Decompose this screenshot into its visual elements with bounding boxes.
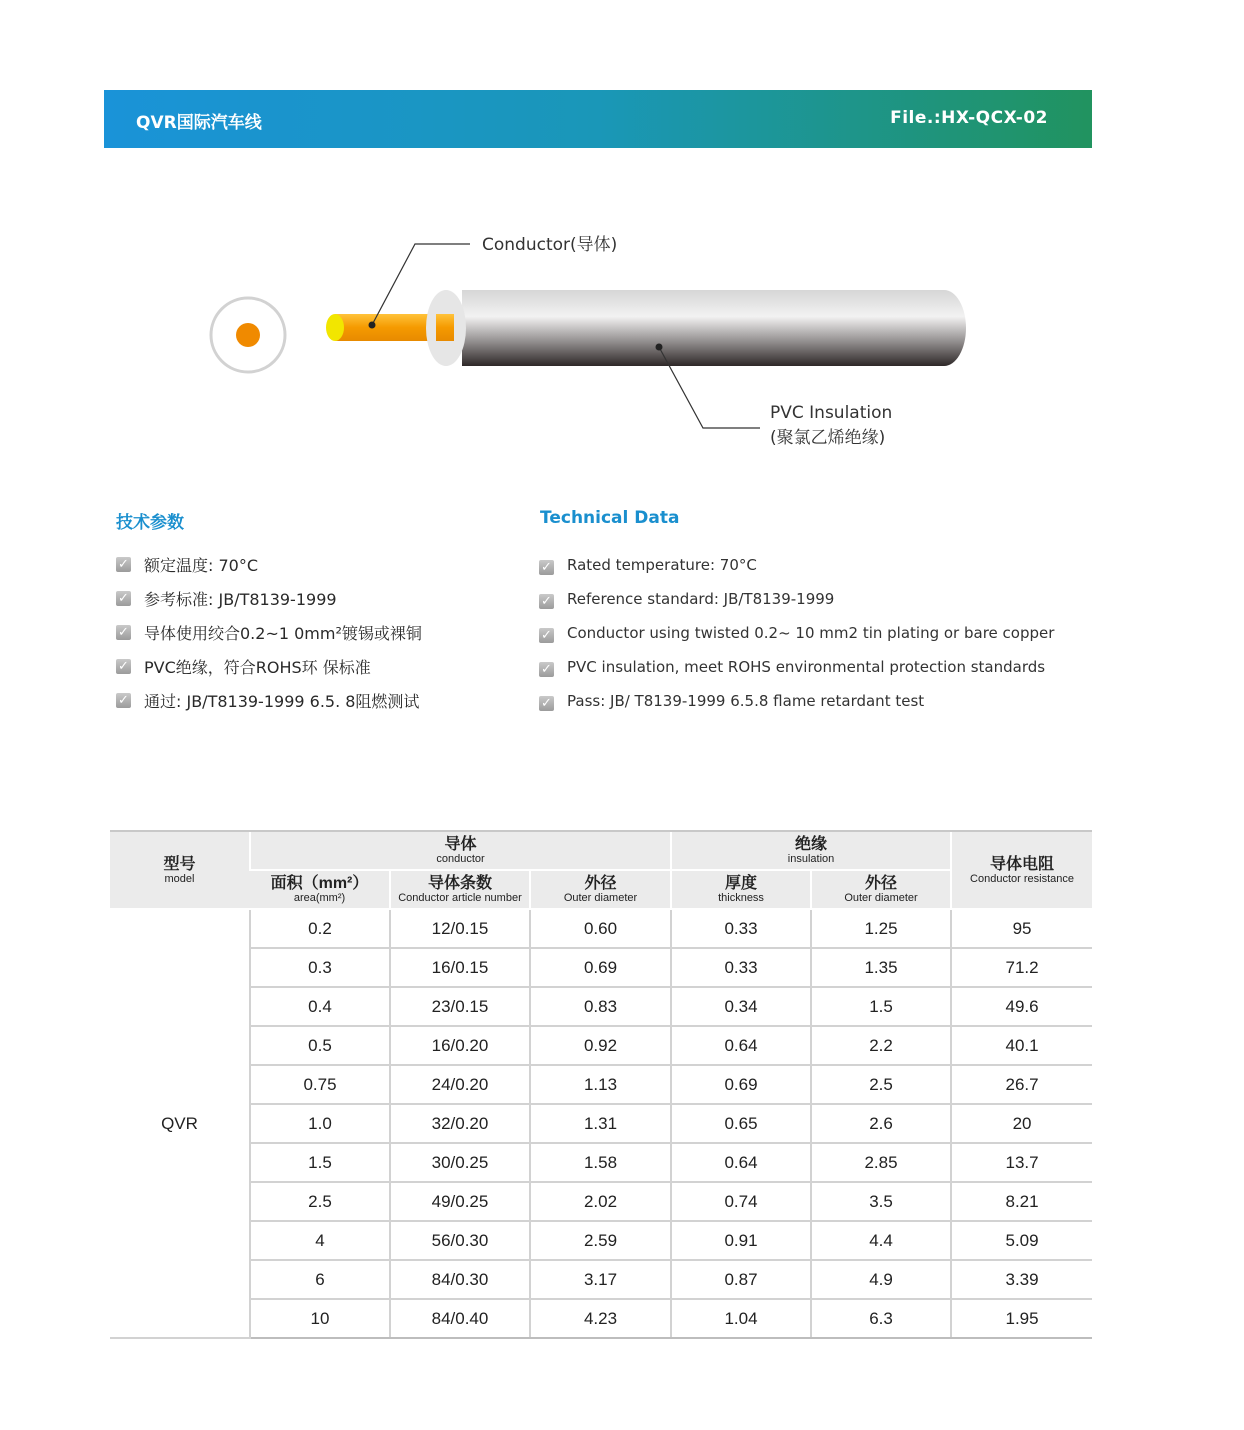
table-cell: 4.4 bbox=[811, 1221, 951, 1260]
table-cell: 8.21 bbox=[951, 1182, 1092, 1221]
header-insulation-od bbox=[811, 870, 951, 909]
check-icon: ✓ bbox=[539, 594, 554, 609]
check-icon: ✓ bbox=[539, 696, 554, 711]
spec-text: Pass: JB/ T8139-1999 6.5.8 flame retardant test bbox=[567, 692, 925, 710]
header-cond-od-cn: 外径 bbox=[584, 875, 617, 892]
table-cell: 6.3 bbox=[811, 1299, 951, 1338]
table-cell: 49/0.25 bbox=[390, 1182, 530, 1221]
table-cell: 23/0.15 bbox=[390, 987, 530, 1026]
table-cell: 1.13 bbox=[530, 1065, 671, 1104]
table-cell: 0.64 bbox=[671, 1026, 811, 1065]
table-cell: 1.5 bbox=[811, 987, 951, 1026]
header-cond-od-en: Outer diameter bbox=[563, 892, 638, 904]
table-cell: 95 bbox=[951, 909, 1092, 948]
spec-text: Rated temperature: 70°C bbox=[567, 556, 757, 574]
insulation-callout-line1: PVC Insulation bbox=[770, 403, 893, 423]
header-conductor-od bbox=[530, 870, 671, 909]
table-row bbox=[110, 1143, 1092, 1182]
table-cell: 2.2 bbox=[811, 1026, 951, 1065]
table-row bbox=[110, 948, 1092, 987]
table-cell: 71.2 bbox=[951, 948, 1092, 987]
table-cell: 24/0.20 bbox=[390, 1065, 530, 1104]
tech-params-list-en bbox=[539, 556, 1054, 726]
insulation-callout bbox=[770, 401, 892, 451]
list-item bbox=[539, 590, 1054, 624]
header-thickness-en: thickness bbox=[718, 892, 764, 904]
spec-text: PVC绝缘，符合ROHS环 保标准 bbox=[144, 658, 371, 677]
list-item bbox=[539, 624, 1054, 658]
table-cell: 1.04 bbox=[671, 1299, 811, 1338]
table-cell: 26.7 bbox=[951, 1065, 1092, 1104]
list-item bbox=[116, 689, 422, 723]
list-item bbox=[116, 621, 422, 655]
table-cell: 1.31 bbox=[530, 1104, 671, 1143]
table-cell: 2.02 bbox=[530, 1182, 671, 1221]
table-cell: 56/0.30 bbox=[390, 1221, 530, 1260]
header-insulation-cn: 绝缘 bbox=[795, 836, 828, 853]
spec-text: 导体使用绞合0.2~1 0mm²镀锡或裸铜 bbox=[144, 624, 422, 643]
table-cell: 0.91 bbox=[671, 1221, 811, 1260]
table-cell: 0.69 bbox=[530, 948, 671, 987]
table-cell: 84/0.30 bbox=[390, 1260, 530, 1299]
table-cell: 0.74 bbox=[671, 1182, 811, 1221]
table-cell: 0.60 bbox=[530, 909, 671, 948]
table-cell: 0.87 bbox=[671, 1260, 811, 1299]
table-cell: 13.7 bbox=[951, 1143, 1092, 1182]
list-item bbox=[116, 655, 422, 689]
header-resistance bbox=[951, 831, 1092, 909]
header-conductor bbox=[250, 831, 671, 870]
table-cell: 49.6 bbox=[951, 987, 1092, 1026]
header-area-en: area(mm²) bbox=[293, 892, 346, 904]
check-icon: ✓ bbox=[116, 659, 131, 674]
table-cell: 0.33 bbox=[671, 948, 811, 987]
check-icon: ✓ bbox=[116, 557, 131, 572]
table-row bbox=[110, 1104, 1092, 1143]
table-cell: 32/0.20 bbox=[390, 1104, 530, 1143]
header-resistance-en: Conductor resistance bbox=[970, 872, 1074, 885]
table-row bbox=[110, 1026, 1092, 1065]
table-cell: 3.39 bbox=[951, 1260, 1092, 1299]
header-model-en: model bbox=[164, 872, 195, 885]
header-insulation-en: insulation bbox=[787, 853, 835, 865]
list-item bbox=[116, 587, 422, 621]
table-cell: 1.0 bbox=[250, 1104, 390, 1143]
table-cell: 2.59 bbox=[530, 1221, 671, 1260]
table-cell: 1.35 bbox=[811, 948, 951, 987]
table-cell: 2.5 bbox=[250, 1182, 390, 1221]
table-cell: 4 bbox=[250, 1221, 390, 1260]
table-cell: 0.69 bbox=[671, 1065, 811, 1104]
insulation-icon bbox=[426, 290, 966, 366]
product-title: QVR国际汽车线 bbox=[136, 113, 262, 133]
table-cell: 1.95 bbox=[951, 1299, 1092, 1338]
table-row bbox=[110, 1182, 1092, 1221]
table-cell: 2.5 bbox=[811, 1065, 951, 1104]
file-number: File.:HX-QCX-02 bbox=[890, 108, 1048, 128]
tech-params-list-cn bbox=[116, 553, 422, 723]
header-thickness bbox=[671, 870, 811, 909]
table-row bbox=[110, 1065, 1092, 1104]
cable-diagram bbox=[0, 180, 1244, 480]
header-strands bbox=[390, 870, 530, 909]
header-strands-en: Conductor article number bbox=[398, 892, 522, 904]
spec-text: 额定温度: 70°C bbox=[144, 556, 259, 575]
table-cell: 0.4 bbox=[250, 987, 390, 1026]
table-cell: 0.83 bbox=[530, 987, 671, 1026]
conductor-callout: Conductor(导体) bbox=[482, 235, 618, 255]
insulation-callout-line2: (聚氯乙烯绝缘) bbox=[770, 428, 886, 448]
check-icon: ✓ bbox=[539, 560, 554, 575]
spec-text: Conductor using twisted 0.2~ 10 mm2 tin plating or bare copper bbox=[567, 624, 1055, 642]
table-row bbox=[110, 909, 1092, 948]
spec-text: 通过: JB/T8139-1999 6.5. 8阻燃测试 bbox=[144, 692, 420, 711]
check-icon: ✓ bbox=[116, 591, 131, 606]
table-cell: 0.65 bbox=[671, 1104, 811, 1143]
header-ins-od-cn: 外径 bbox=[865, 875, 898, 892]
spec-text: 参考标准: JB/T8139-1999 bbox=[144, 590, 337, 609]
insulation-pointer-dot bbox=[656, 344, 663, 351]
check-icon: ✓ bbox=[539, 662, 554, 677]
spec-text: Reference standard: JB/T8139-1999 bbox=[567, 590, 835, 608]
header-model bbox=[110, 831, 250, 909]
header-area bbox=[250, 870, 390, 909]
check-icon: ✓ bbox=[116, 625, 131, 640]
tech-params-title-cn: 技术参数 bbox=[116, 513, 184, 533]
table-cell: 0.75 bbox=[250, 1065, 390, 1104]
spec-table bbox=[110, 830, 1092, 1339]
header-resistance-cn: 导体电阻 bbox=[990, 855, 1055, 873]
table-cell: 1.25 bbox=[811, 909, 951, 948]
table-cell: 12/0.15 bbox=[390, 909, 530, 948]
table-row bbox=[110, 1221, 1092, 1260]
model-cell: QVR bbox=[110, 909, 250, 1338]
header-strands-cn: 导体条数 bbox=[427, 875, 492, 892]
table-cell: 0.64 bbox=[671, 1143, 811, 1182]
tech-params-title-en: Technical Data bbox=[540, 508, 680, 528]
table-cell: 2.85 bbox=[811, 1143, 951, 1182]
list-item bbox=[539, 556, 1054, 590]
table-cell: 40.1 bbox=[951, 1026, 1092, 1065]
table-cell: 3.5 bbox=[811, 1182, 951, 1221]
header-banner bbox=[104, 90, 1092, 148]
list-item bbox=[116, 553, 422, 587]
check-icon: ✓ bbox=[539, 628, 554, 643]
header-thickness-cn: 厚度 bbox=[725, 875, 758, 892]
table-row bbox=[110, 1260, 1092, 1299]
header-insulation bbox=[671, 831, 951, 870]
table-row bbox=[110, 987, 1092, 1026]
table-cell: 10 bbox=[250, 1299, 390, 1338]
cable-illustration bbox=[0, 180, 1244, 480]
table-cell: 1.58 bbox=[530, 1143, 671, 1182]
table-cell: 30/0.25 bbox=[390, 1143, 530, 1182]
table-cell: 84/0.40 bbox=[390, 1299, 530, 1338]
header-model-cn: 型号 bbox=[163, 855, 196, 873]
table-cell: 0.2 bbox=[250, 909, 390, 948]
table-cell: 3.17 bbox=[530, 1260, 671, 1299]
table-cell: 16/0.20 bbox=[390, 1026, 530, 1065]
cross-section-icon bbox=[211, 298, 285, 372]
header-area-cn: 面积（mm²） bbox=[270, 875, 369, 892]
header-ins-od-en: Outer diameter bbox=[844, 892, 918, 904]
spec-text: PVC insulation, meet ROHS environmental protection standards bbox=[567, 658, 1046, 676]
table-cell: 4.9 bbox=[811, 1260, 951, 1299]
list-item bbox=[539, 692, 1054, 726]
table-cell: 16/0.15 bbox=[390, 948, 530, 987]
table-row bbox=[110, 1299, 1092, 1338]
table-cell: 0.33 bbox=[671, 909, 811, 948]
conductor-pointer-dot bbox=[369, 322, 376, 329]
table-cell: 0.3 bbox=[250, 948, 390, 987]
table-cell: 1.5 bbox=[250, 1143, 390, 1182]
table-cell: 4.23 bbox=[530, 1299, 671, 1338]
table-cell: 20 bbox=[951, 1104, 1092, 1143]
table-cell: 5.09 bbox=[951, 1221, 1092, 1260]
header-conductor-en: conductor bbox=[436, 853, 485, 865]
table-cell: 0.34 bbox=[671, 987, 811, 1026]
table-cell: 0.92 bbox=[530, 1026, 671, 1065]
table-cell: 2.6 bbox=[811, 1104, 951, 1143]
list-item bbox=[539, 658, 1054, 692]
check-icon: ✓ bbox=[116, 693, 131, 708]
header-conductor-cn: 导体 bbox=[444, 836, 477, 853]
table-cell: 6 bbox=[250, 1260, 390, 1299]
table-cell: 0.5 bbox=[250, 1026, 390, 1065]
